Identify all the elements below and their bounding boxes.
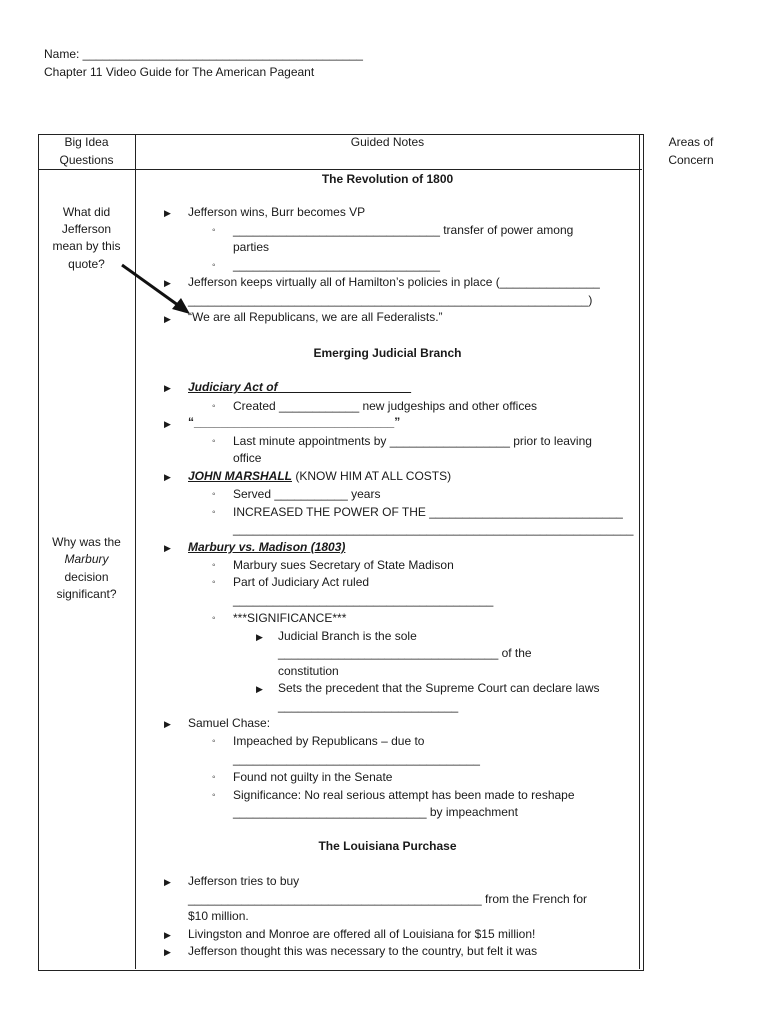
bullet-icon: ▶	[164, 278, 171, 288]
note-line: Jefferson keeps virtually all of Hamilton’s policies in place (_______________	[188, 275, 600, 289]
bullet-icon: ▶	[164, 383, 171, 393]
col-header-guided-notes: Guided Notes	[350, 135, 425, 149]
note-line: Significance: No real serious attempt has been made to reshape	[233, 788, 575, 802]
bullet-icon: ▶	[164, 472, 171, 482]
question-1-line-4: quote?	[68, 257, 105, 271]
note-line: _________________________________ of the	[278, 646, 532, 660]
sub-bullet-icon: ◦	[212, 401, 216, 412]
note-line: INCREASED THE POWER OF THE _____________________________	[233, 505, 623, 519]
note-line: ____________________________________________ from the French for	[188, 892, 588, 906]
significance-label: ***SIGNIFICANCE***	[233, 611, 347, 625]
sub-bullet-icon: ◦	[212, 260, 216, 271]
question-2-line-4: significant?	[56, 587, 117, 601]
note-line: Jefferson wins, Burr becomes VP	[188, 205, 366, 219]
bullet-icon: ▶	[164, 877, 171, 887]
bullet-icon: ▶	[164, 719, 171, 729]
document-subtitle: Chapter 11 Video Guide for The American Pageant	[44, 65, 315, 79]
bullet-icon: ▶	[164, 208, 171, 218]
note-line: Impeached by Republicans – due to	[233, 734, 425, 748]
note-line: “______________________________”	[188, 415, 401, 429]
note-line: Part of Judiciary Act ruled	[233, 575, 370, 589]
john-marshall-label: JOHN MARSHALL	[188, 469, 292, 483]
note-line: _______________________________________	[233, 593, 494, 607]
bullet-icon: ▶	[164, 419, 171, 429]
note-line: ____________________________________________________________)	[188, 293, 593, 307]
sub-bullet-icon: ◦	[212, 613, 216, 624]
col-header-big-idea-1: Big Idea	[64, 135, 109, 149]
note-line	[188, 379, 411, 396]
question-2-line-2: Marbury	[64, 552, 109, 566]
col-header-areas-2: Concern	[668, 153, 714, 167]
note-line	[188, 468, 451, 485]
note-line: Sets the precedent that the Supreme Court can declare laws	[278, 681, 600, 695]
section-revolution-1800: The Revolution of 1800	[321, 172, 454, 186]
question-1-line-1: What did	[62, 205, 111, 219]
bullet-icon: ▶	[164, 543, 171, 553]
note-line: Livingston and Monroe are offered all of Louisiana for $15 million!	[188, 927, 536, 941]
sub-bullet-icon: ◦	[212, 560, 216, 571]
note-line: _______________________________	[233, 258, 440, 272]
note-line: Found not guilty in the Senate	[233, 770, 393, 784]
arrow-icon	[110, 255, 200, 325]
note-line: _______________________________ transfer of power among	[233, 223, 574, 237]
bullet-icon: ▶	[256, 684, 263, 694]
section-louisiana-purchase: The Louisiana Purchase	[318, 839, 457, 853]
sub-bullet-icon: ◦	[212, 772, 216, 783]
note-line: $10 million.	[188, 909, 249, 923]
name-line: Name: __________________________________________	[44, 47, 363, 61]
sub-bullet-icon: ◦	[212, 225, 216, 236]
header-divider	[38, 169, 642, 170]
bullet-icon: ▶	[164, 947, 171, 957]
john-marshall-note: (KNOW HIM AT ALL COSTS)	[292, 469, 452, 483]
marbury-heading: Marbury vs. Madison (1803)	[188, 540, 346, 554]
quote-line: “We are all Republicans, we are all Federalists.”	[188, 310, 443, 324]
sub-bullet-icon: ◦	[212, 507, 216, 518]
col-header-big-idea-2: Questions	[59, 153, 114, 167]
column-divider-2	[639, 134, 640, 969]
note-line: Jefferson thought this was necessary to the country, but felt it was	[188, 944, 538, 958]
note-line: Last minute appointments by __________________ prior to leaving	[233, 434, 592, 448]
note-line: constitution	[278, 664, 339, 678]
question-1-line-2: Jefferson	[61, 222, 112, 236]
note-line: office	[233, 451, 262, 465]
sub-bullet-icon: ◦	[212, 790, 216, 801]
note-line: _____________________________________	[233, 752, 480, 766]
note-line: Judicial Branch is the sole	[278, 629, 417, 643]
note-line: Served ___________ years	[233, 487, 381, 501]
section-judicial-branch: Emerging Judicial Branch	[313, 346, 462, 360]
note-line: parties	[233, 240, 270, 254]
note-line: Marbury sues Secretary of State Madison	[233, 558, 454, 572]
note-line: _____________________________ by impeachment	[233, 805, 518, 819]
judiciary-act-blank: ____________________	[277, 380, 412, 394]
note-line: Created ____________ new judgeships and other offices	[233, 399, 538, 413]
note-line: ___________________________	[278, 699, 459, 713]
note-line: ____________________________________________________________	[233, 522, 634, 536]
note-line: Jefferson tries to buy	[188, 874, 300, 888]
sub-bullet-icon: ◦	[212, 577, 216, 588]
bullet-icon: ▶	[164, 930, 171, 940]
col-header-areas-1: Areas of	[668, 135, 714, 149]
bullet-icon: ▶	[164, 314, 171, 324]
question-1-line-3: mean by this	[52, 239, 121, 253]
question-2-line-1: Why was the	[52, 535, 121, 549]
note-line: Samuel Chase:	[188, 716, 271, 730]
sub-bullet-icon: ◦	[212, 736, 216, 747]
sub-bullet-icon: ◦	[212, 489, 216, 500]
question-2-line-3: decision	[64, 570, 109, 584]
bullet-icon: ▶	[256, 632, 263, 642]
judiciary-act-label: Judiciary Act of	[188, 380, 278, 394]
sub-bullet-icon: ◦	[212, 436, 216, 447]
